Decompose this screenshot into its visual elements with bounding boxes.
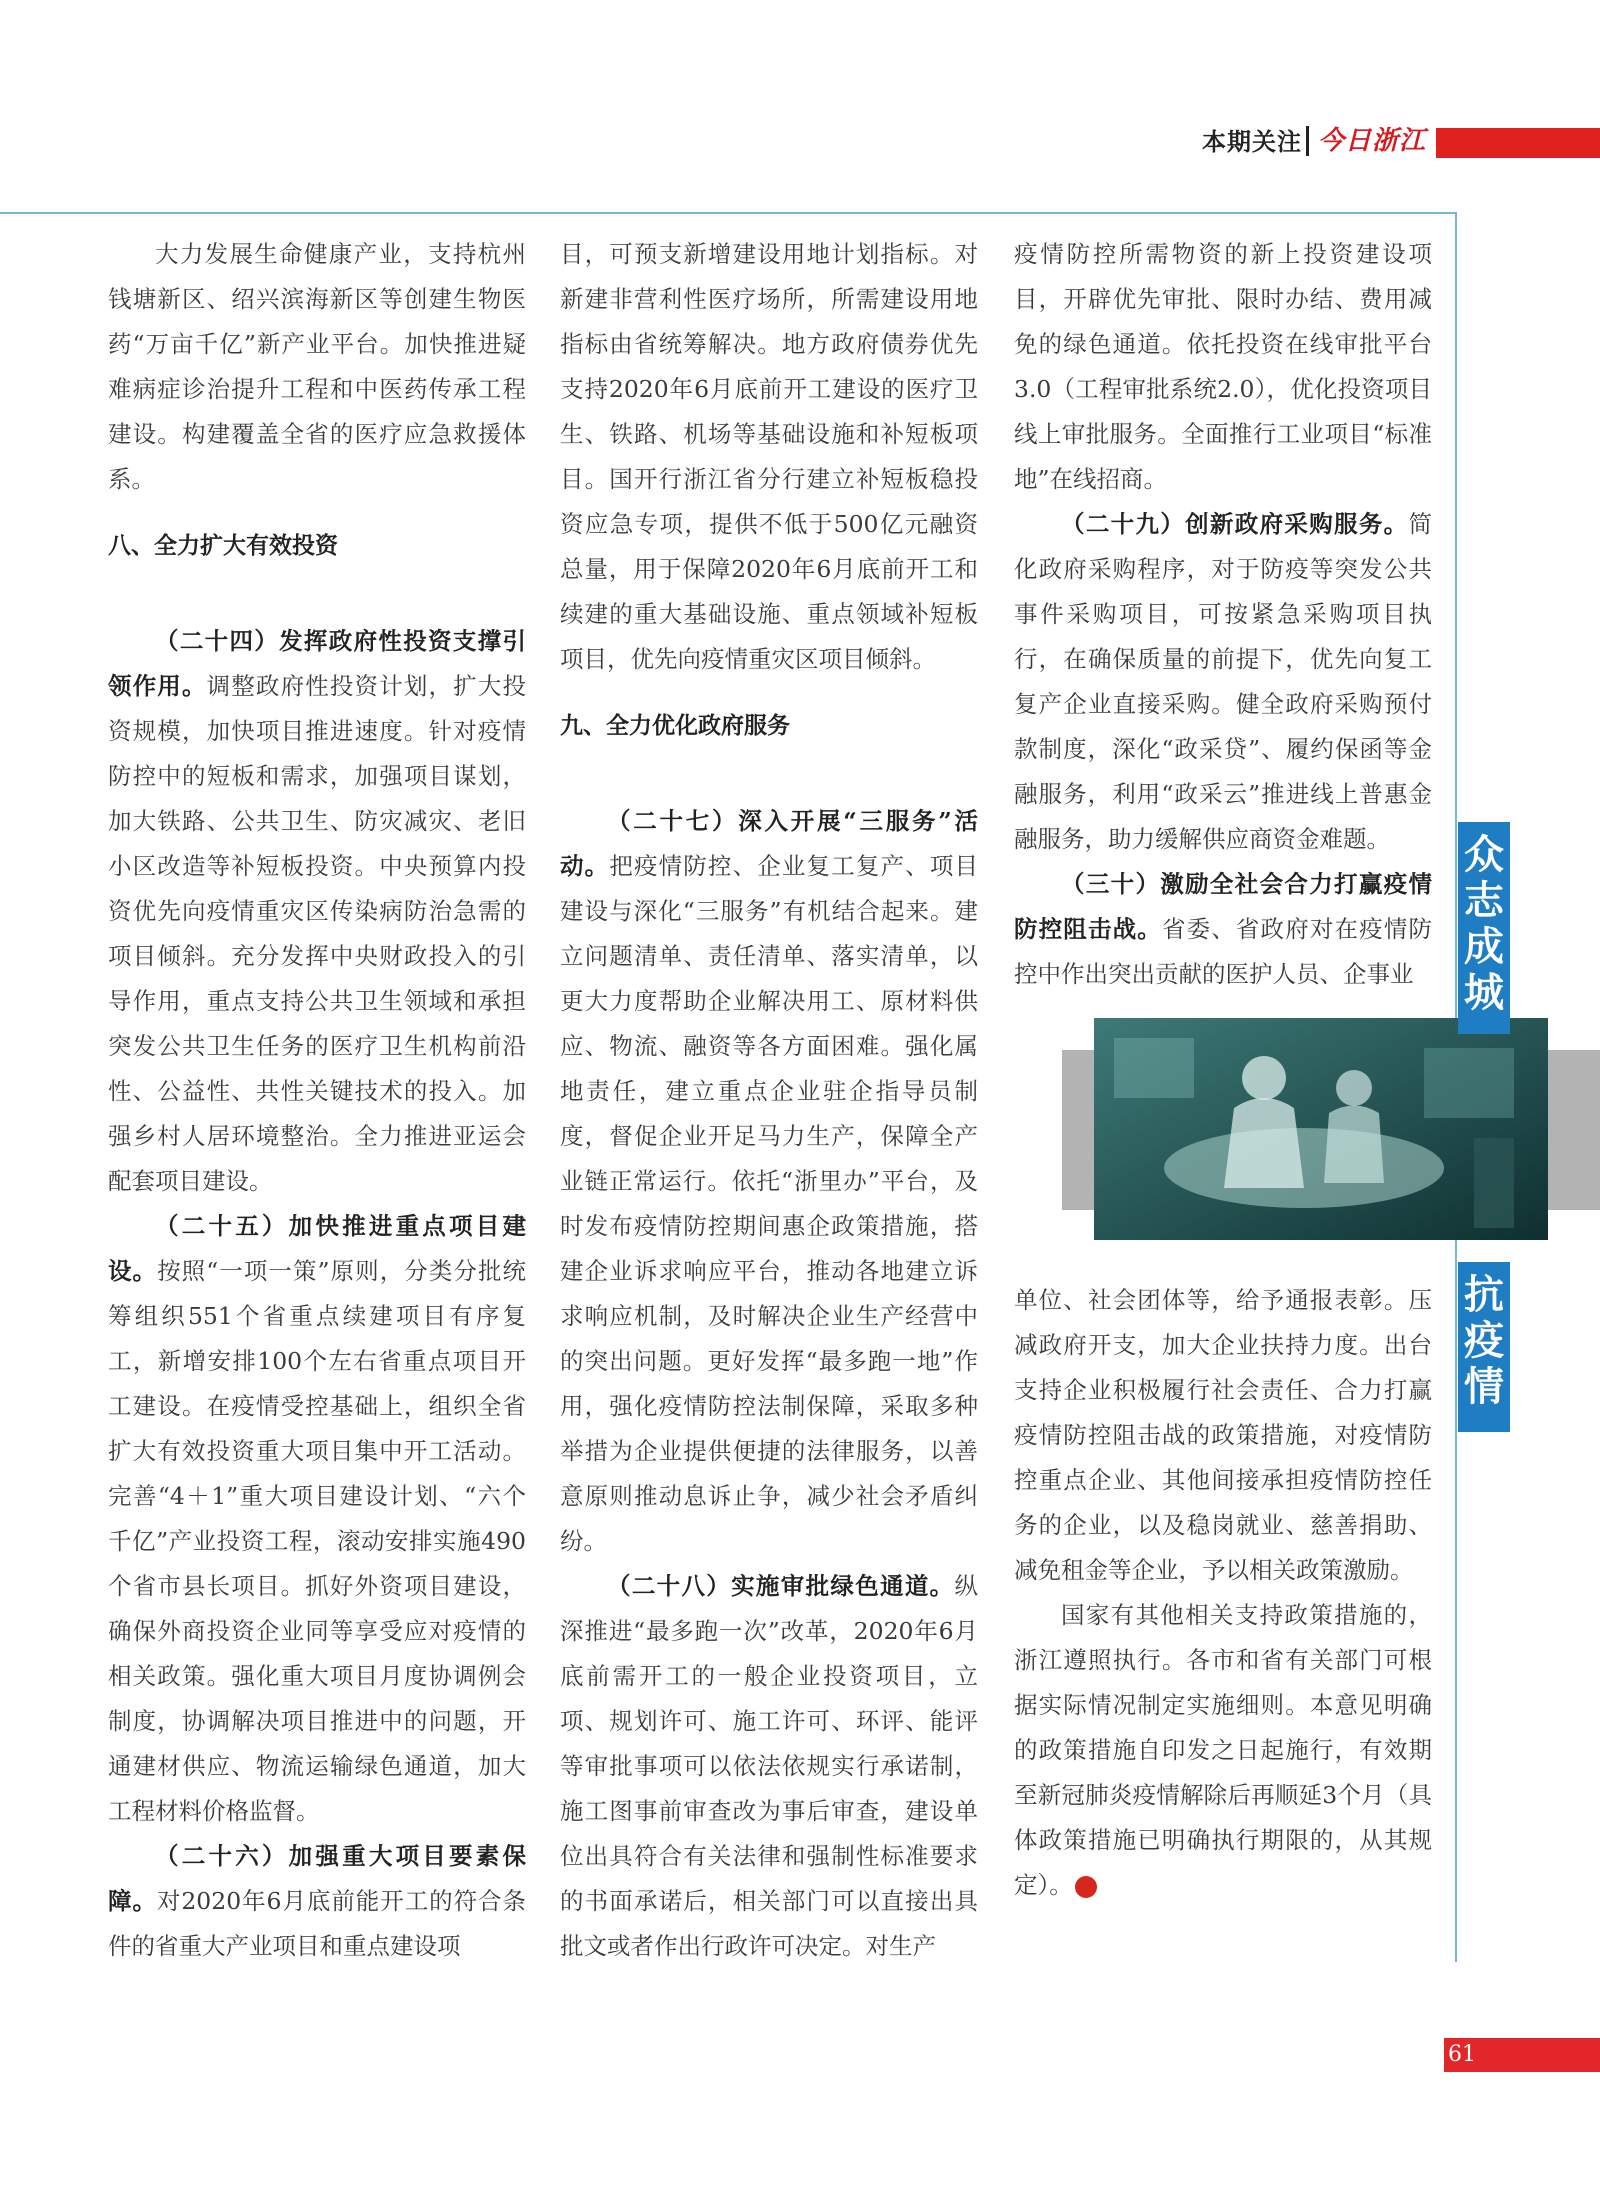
paragraph-30-body-a: 省委、省政府对在疫情防控中作出突出贡献的医护人员、企事业 (1014, 915, 1432, 988)
paragraph-29 (1014, 502, 1432, 862)
paragraph: 疫情防控所需物资的新上投资建设项目，开辟优先审批、限时办结、费用减免的绿色通道。依托投资在线审批平台3.0（工程审批系统2.0），优化投资项目线上审批服务。全面推行工业项目“标准地”在线招商。 (1014, 240, 1432, 493)
section-label: 本期关注 (1202, 128, 1302, 156)
paragraph-29-lead: （二十九）创新政府采购服务。 (1061, 510, 1409, 538)
section-heading-8: 八、全力扩大有效投资 (108, 533, 338, 559)
side-tag-zhongzhichengcheng: 众志成城 (1458, 822, 1510, 1034)
paragraph-27-lead: （二十七）深入开展“三服务”活动。 (560, 807, 978, 880)
paragraph-28-body: 纵深推进“最多跑一次”改革，2020年6月底前需开工的一般企业投资项目，立项、规划许可、施工许可、环评、能评等审批事项可以依法依规实行承诺制，施工图事前审查改为事后审查，建设单位出具符合有关法律和强制性标准要求的书面承诺后，相关部门可以直接出具批文或者作出行政许可决定。对生产 (560, 1572, 978, 1960)
frame-top-line (0, 212, 1456, 214)
icu-photo-illustration (1094, 1018, 1548, 1240)
paragraph-26 (108, 1834, 526, 1969)
paragraph: 大力发展生命健康产业，支持杭州钱塘新区、绍兴滨海新区等创建生物医药“万亩千亿”新产业平台。加快推进疑难病症诊治提升工程和中医药传承工程建设。构建覆盖全省的医疗应急救援体系。 (108, 240, 526, 493)
paragraph-25-lead: （二十五）加快推进重点项目建设。 (108, 1212, 526, 1285)
paragraph-28-lead: （二十八）实施审批绿色通道。 (607, 1572, 955, 1600)
paragraph-25-body: 按照“一项一策”原则，分类分批统筹组织551个省重点续建项目有序复工，新增安排100个左右省重点项目开工建设。在疫情受控基础上，组织全省扩大有效投资重大项目集中开工活动。完善“4＋1”重大项目建设计划、“六个千亿”产业投资工程，滚动安排实施490个省市县长项目。抓好外资项目建设，确保外商投资企业同等享受应对疫情的相关政策。强化重大项目月度协调例会制度，协调解决项目推进中的问题，开通建材供应、物流运输绿色通道，加大工程材料价格监督。 (108, 1257, 527, 1825)
section-heading-9: 九、全力优化政府服务 (560, 713, 790, 739)
paragraph-26-lead: （二十六）加强重大项目要素保障。 (108, 1842, 526, 1915)
paragraph-30-body-b: 单位、社会团体等，给予通报表彰。压减政府开支，加大企业扶持力度。出台支持企业积极履行社会责任、合力打赢疫情防控阻击战的政策措施，对疫情防控重点企业、其他间接承担疫情防控任务的企业，以及稳岗就业、慈善捐助、减免租金等企业，予以相关政策激励。 (1014, 1286, 1432, 1584)
paragraph-28 (560, 1564, 978, 1969)
icu-photo (1094, 1018, 1548, 1240)
paragraph-30-lead: （三十）激励全社会合力打赢疫情防控阻击战。 (1014, 870, 1432, 943)
paragraph-24 (108, 619, 526, 1204)
column-3-lower (1014, 1278, 1432, 1908)
paragraph: 目，可预支新增建设用地计划指标。对新建非营利性医疗场所，所需建设用地指标由省统筹解决。地方政府债券优先支持2020年6月底前开工建设的医疗卫生、铁路、机场等基础设施和补短板项目。国开行浙江省分行建立补短板稳投资应急专项，提供不低于500亿元融资总量，用于保障2020年6月底前开工和续建的重大基础设施、重点领域补短板项目，优先向疫情重灾区项目倾斜。 (560, 240, 978, 673)
page-number: 61 (1444, 2038, 1600, 2072)
header-divider (1306, 126, 1309, 156)
paragraph-27 (560, 799, 978, 1564)
end-mark-icon: 今 (1075, 1876, 1097, 1898)
paragraph-30 (1014, 862, 1432, 992)
paragraph-25 (108, 1204, 526, 1834)
column-1 (108, 232, 526, 1969)
paragraph-29-body: 简化政府采购程序，对于防疫等突发公共事件采购项目，可按紧急采购项目执行，在确保质量的前提下，优先向复工复产企业直接采购。健全政府采购预付款制度，深化“政采贷”、履约保函等金融服务，利用“政采云”推进线上普惠金融服务，助力缓解供应商资金难题。 (1014, 510, 1432, 853)
column-3-upper (1014, 232, 1432, 992)
header-red-bar (1436, 128, 1600, 158)
paragraph-final (1014, 1593, 1432, 1908)
paragraph-24-body: 调整政府性投资计划，扩大投资规模，加快项目推进速度。针对疫情防控中的短板和需求，加强项目谋划，加大铁路、公共卫生、防灾减灾、老旧小区改造等补短板投资。中央预算内投资优先向疫情重灾区传染病防治急需的项目倾斜。充分发挥中央财政投入的引导作用，重点支持公共卫生领域和承担突发公共卫生任务的医疗卫生机构前沿性、公益性、共性关键技术的投入。加强乡村人居环境整治。全力推进亚运会配套项目建设。 (108, 672, 526, 1195)
paragraph-final-body: 国家有其他相关支持政策措施的，浙江遵照执行。各市和省有关部门可根据实际情况制定实施细则。本意见明确的政策措施自印发之日起施行，有效期至新冠肺炎疫情解除后再顺延3个月（具体政策措施已明确执行期限的，从其规定）。 (1014, 1601, 1432, 1899)
paragraph-24-lead: （二十四）发挥政府性投资支撑引领作用。 (108, 627, 526, 700)
paragraph-26-body: 对2020年6月底前能开工的符合条件的省重大产业项目和重点建设项 (108, 1887, 526, 1960)
magazine-logo: 今日浙江 (1318, 126, 1427, 156)
column-2 (560, 232, 978, 1969)
paragraph-27-body: 把疫情防控、企业复工复产、项目建设与深化“三服务”有机结合起来。建立问题清单、责任清单、落实清单，以更大力度帮助企业解决用工、原材料供应、物流、融资等各方面困难。强化属地责任，建立重点企业驻企指导员制度，督促企业开足马力生产，保障全产业链正常运行。依托“浙里办”平台，及时发布疫情防控期间惠企政策措施，搭建企业诉求响应平台，推动各地建立诉求响应机制，及时解决企业生产经营中的突出问题。更好发挥“最多跑一地”作用，强化疫情防控法制保障，采取多种举措为企业提供便捷的法律服务，以善意原则推动息诉止争，减少社会矛盾纠纷。 (560, 852, 978, 1555)
side-tag-kangyiqing: 抗疫情 (1458, 1262, 1510, 1432)
